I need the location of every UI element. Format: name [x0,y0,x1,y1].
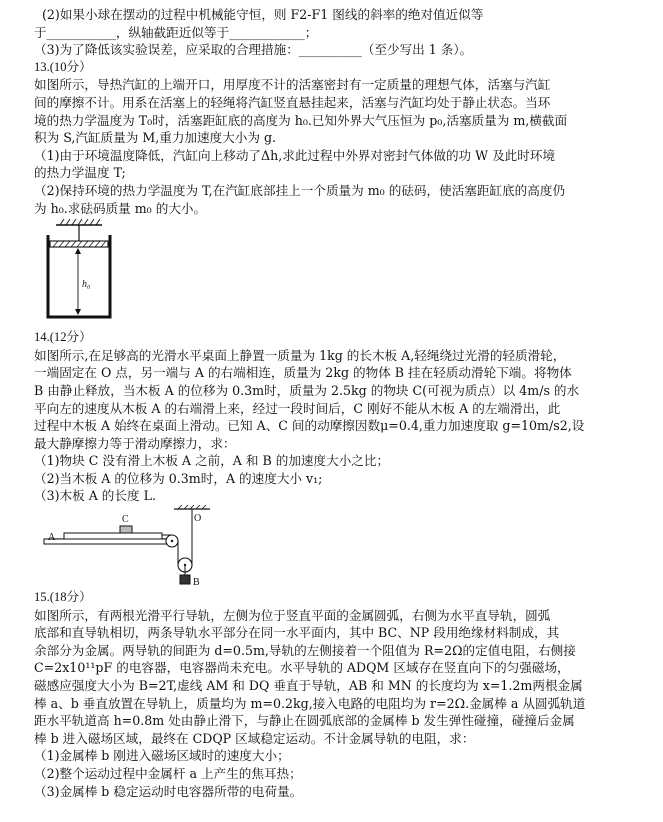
q13-heading: 13.(10分） [34,59,92,74]
q15-stem-line8: 棒 b 进入磁场区域，最终在 CDQP 区域稳定运动。不计金属导轨的电阻，求： [34,730,475,746]
q14-point-o-label: O [194,513,202,525]
q15-stem-line3: 余部分为金属。两导轨的间距为 d=0.5m,导轨的左侧接着一个阻值为 R=2Ω的定值电阻，右侧接 [34,642,576,658]
q14-stem-line2: 一端固定在 O 点，另一端与 A 的右端相连，质量为 2kg 的物体 B 挂在轻质动滑轮下端。将物体 [34,365,572,381]
q14-board-a-label: A [48,532,56,544]
q14-stem-line5: 过程中木板 A 始终在桌面上滑动。已知 A、C 间的动摩擦因数μ=0.4,重力加速度取 g=10m/s2,设 [34,418,585,434]
q15-stem-line1: 如图所示，有两根光滑平行导轨，左侧为位于竖直平面的金属圆弧，右侧为水平直导轨，圆弧 [34,607,551,623]
q14-sub2: （2)当木板 A 的位移为 0.3m时，A 的速度大小 v₁; [34,470,323,486]
q13-sub2-line2: 为 h₀.求砝码质量 m₀ 的大小。 [34,200,207,216]
q15-stem-line2: 底部和直导轨相切，两条导轨水平部分在同一水平面内，其中 BC、NP 段用绝缘材料制成，其 [34,625,560,641]
q14-stem-line6: 最大静摩擦力等于滑动摩擦力，求： [34,435,236,451]
q15-stem-line7: 距水平轨道高 h=0.8m 处由静止滑下，与静止在圆弧底部的金属棒 b 发生弹性碰撞，碰撞后金属 [34,713,575,729]
q15-heading: 15.(18分） [34,590,92,605]
q13-stem-line1: 如图所示，导热汽缸的上端开口，用厚度不计的活塞密封有一定质量的理想气体，活塞与汽缸 [34,77,551,93]
q14-block-b-label: B [193,577,200,589]
q15-sub3: （3)金属棒 b 稳定运动时电容器所带的电荷量。 [34,783,303,799]
q13-cylinder-figure [34,217,656,329]
q13-sub2-line1: （2)保持环境的热力学温度为 T,在汽缸底部挂上一个质量为 m₀ 的砝码，使活塞距缸底的高度仍 [34,182,566,198]
q15-stem-line5: 磁感应强度大小为 B=2T,虚线 AM 和 DQ 垂直于导轨，AB 和 MN 的长度均为 x=1.2m两根金属 [34,678,583,694]
q14-stem-line4: 平向左的速度从木板 A 的右端滑上来，经过一段时间后，C 刚好不能从木板 A 的左端滑出，此 [34,400,561,416]
q13-sub1-line1: （1)由于环境温度降低，汽缸向上移动了Δh,求此过程中外界对密封气体做的功 W 及此时环境 [34,147,556,163]
q15-sub2: （2)整个运动过程中金属杆 a 上产生的焦耳热； [34,766,302,781]
q14-stem-line3: B 由静止释放，当木板 A 的位移为 0.3m时，质量为 2.5kg 的物块 C(可视为质点）以 4m/s 的水 [34,382,580,398]
q14-heading: 14.(12分） [34,330,92,345]
q13-height-label: h₀ [82,279,91,291]
q15-stem-line6: 棒 a、b 垂直放置在导轨上，质量均为 m=0.2kg,接入电路的电阻均为 r=2Ω.金属棒 a 从圆弧轨道 [34,695,586,711]
q14-block-c-label: C [122,514,129,526]
q14-sub3: （3)木板 A 的长度 L. [34,488,156,504]
q14-stem-line1: 如图所示,在足够高的光滑水平桌面上静置一质量为 1kg 的长木板 A,轻绳绕过光滑的轻质滑轮， [34,347,566,363]
q13-stem-line3: 境的热力学温度为 T₀时，活塞距缸底的高度为 h₀.已知外界大气压恒为 p₀,活塞质量为 m,横截面 [34,112,568,128]
q14-pulley-figure [34,505,656,589]
exam-page [34,6,656,800]
q13-stem-line4: 积为 S,汽缸质量为 M,重力加速度大小为 g. [34,130,277,146]
q12-part2-line1: (2)如果小球在摆动的过程中机械能守恒，则 F2-F1 图线的斜率的绝对值近似等 [42,7,484,22]
q13-stem-line2: 间的摩擦不计。用系在活塞上的轻绳将汽缸竖直悬挂起来，活塞与汽缸均处于静止状态。当环 [34,94,551,110]
q12-part2-line2: 于___________，纵轴截距近似等于____________； [34,24,318,40]
q13-sub1-line2: 的热力学温度 T; [34,165,126,181]
q12-part3: （3)为了降低该实验误差，应采取的合理措施：__________（至少写出 1 条）。 [34,42,473,58]
q15-stem-line4: C=2x10¹¹pF 的电容器，电容器尚未充电。水平导轨的 ADQM 区域存在竖直向下的匀强磁场， [34,660,570,676]
q14-sub1: （1)物块 C 没有滑上木板 A 之前，A 和 B 的加速度大小之比； [34,453,390,469]
q15-sub1: （1)金属棒 b 刚进入磁场区域时的速度大小； [34,748,290,764]
